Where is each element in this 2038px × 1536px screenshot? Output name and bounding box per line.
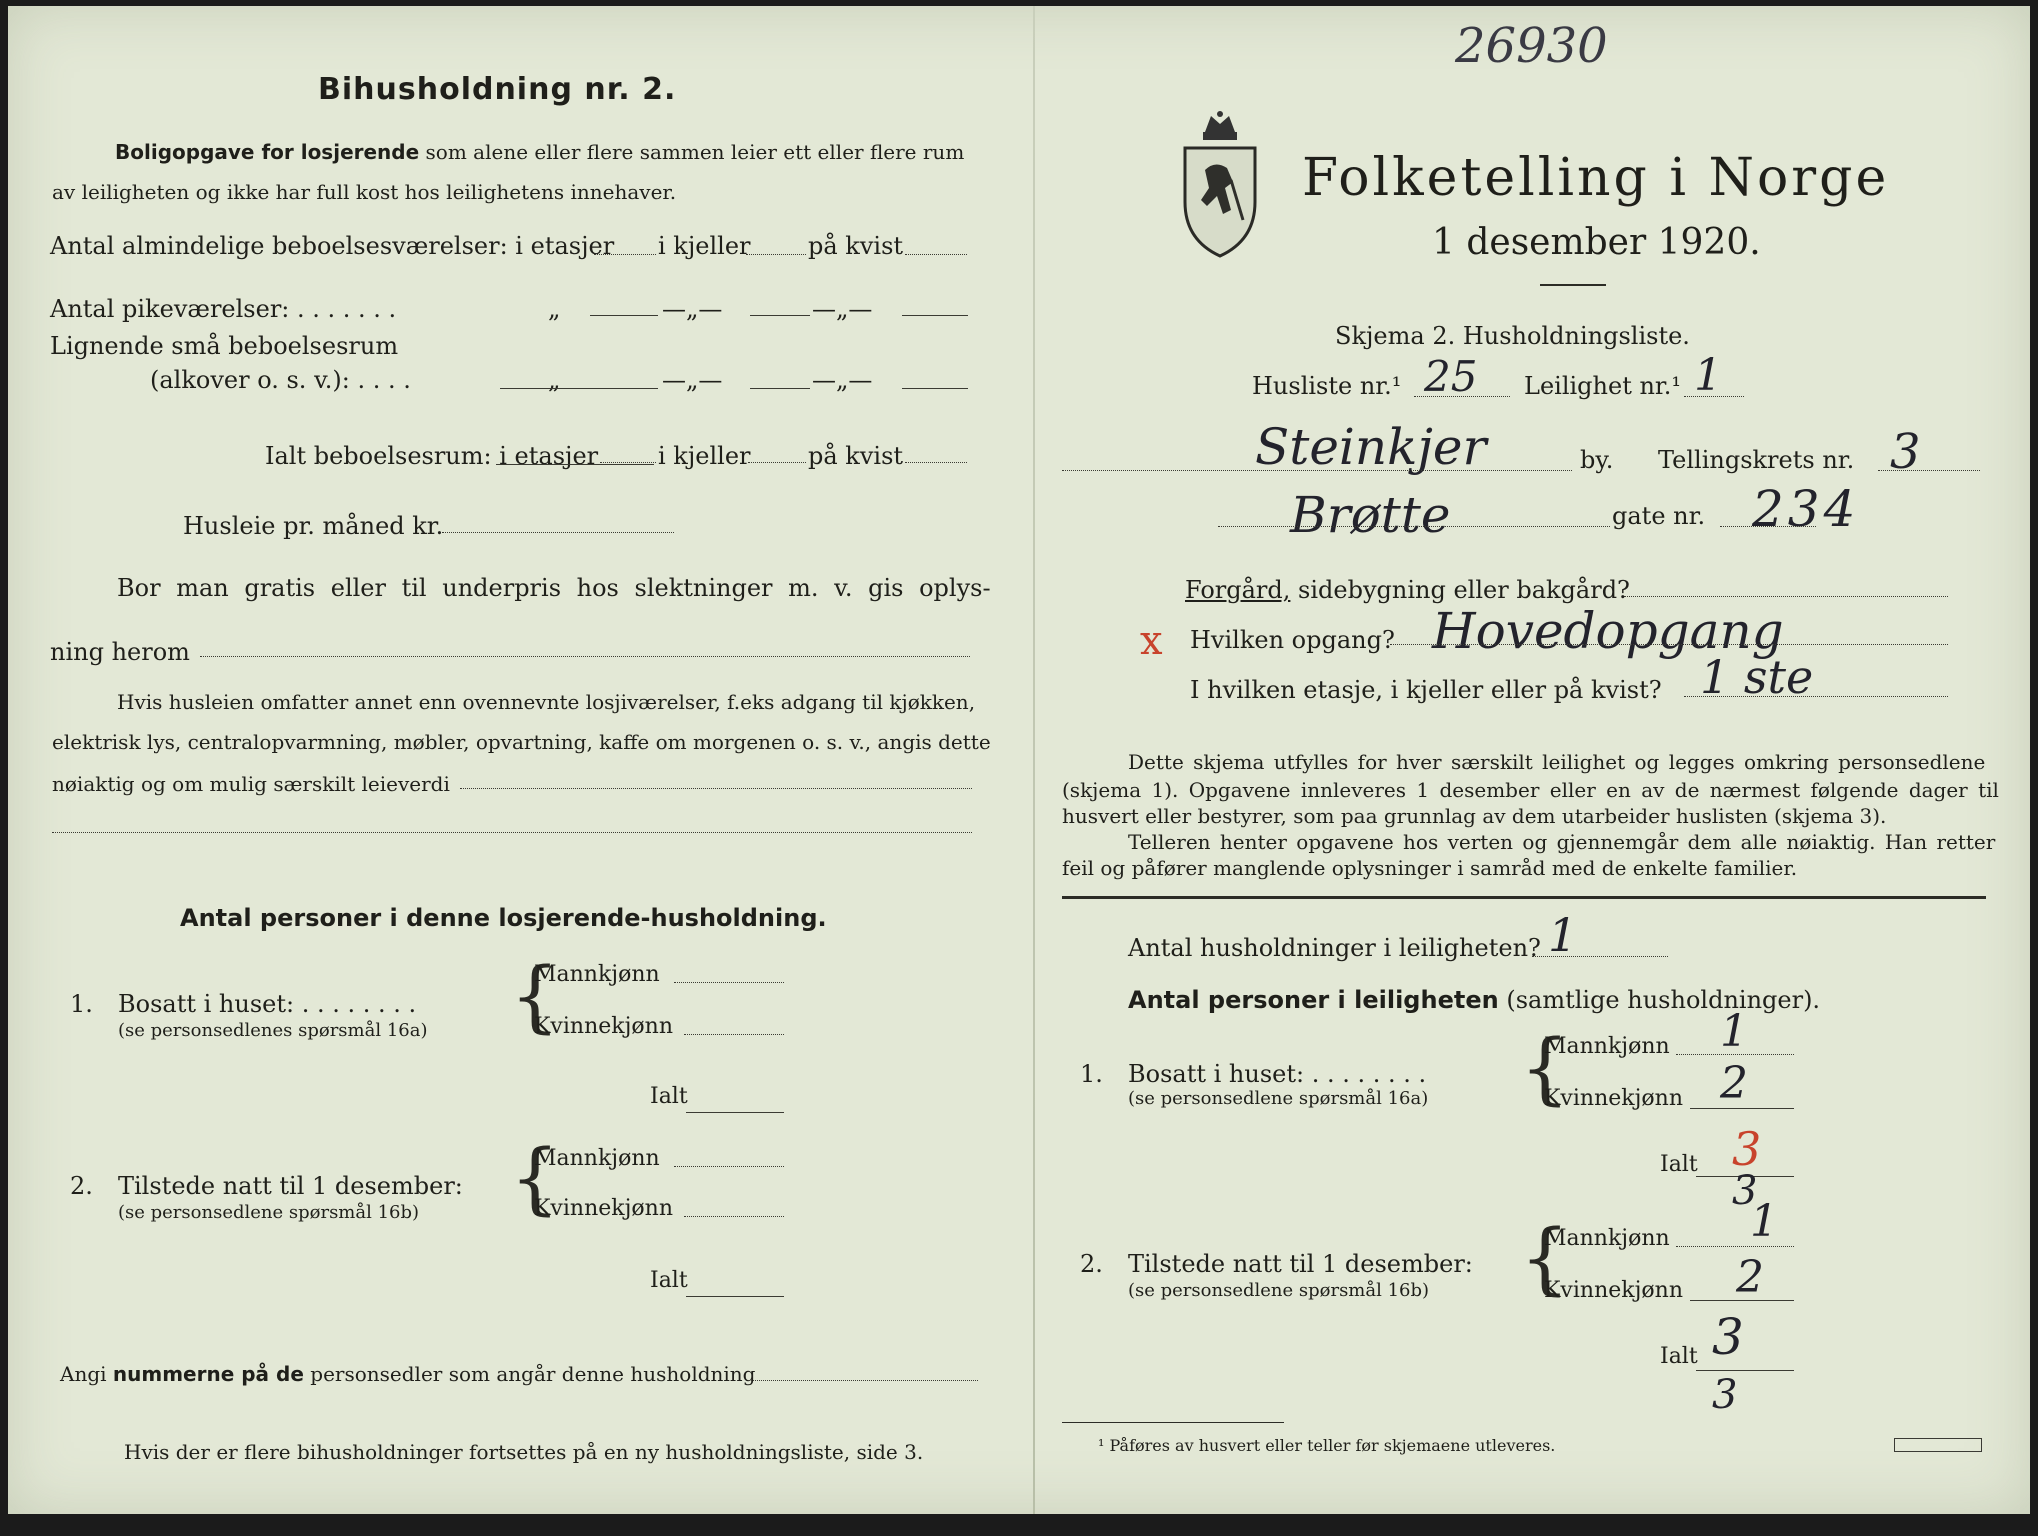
right-q1-kvinne-field: [1690, 1108, 1794, 1109]
info-line-1: Dette skjema utfylles for hver særskilt leilighet og legges omkring personsedlene: [1128, 750, 1986, 774]
right-q1-ialt-value[interactable]: 3: [1732, 1122, 1762, 1176]
hvis-line-3: nøiaktig og om mulig særskilt leieverdi: [52, 772, 450, 796]
etasje-field: [1684, 696, 1948, 697]
husleie-field[interactable]: [442, 532, 674, 533]
antal-hus-value[interactable]: 1: [1548, 908, 1578, 962]
left-q2-mann-field[interactable]: [674, 1166, 784, 1167]
archive-number: 26930: [1455, 18, 1608, 74]
street-value[interactable]: Brøtte: [1290, 486, 1451, 544]
left-q1-number: 1.: [70, 990, 93, 1018]
opgang-mark: x: [1140, 618, 1163, 664]
right-q1-kvinne-label: Kvinnekjønn: [1544, 1086, 1683, 1111]
ialt-kvist-field[interactable]: [905, 462, 967, 463]
antal-hus-field: [1532, 956, 1668, 957]
krets-value[interactable]: 3: [1890, 424, 1921, 480]
gratis-line-1: Bor man gratis eller til underpris hos slektninger m. v. gis oplys-: [117, 574, 991, 602]
ialt-kvist-label: på kvist: [808, 442, 904, 470]
right-q2-mann-field: [1676, 1246, 1794, 1247]
left-q1-ialt-label: Ialt: [650, 1084, 688, 1109]
ialt-rooms-label: Ialt beboelsesrum: i etasjer: [265, 442, 599, 470]
right-q1-number: 1.: [1080, 1060, 1103, 1088]
opgang-field: [1390, 644, 1948, 645]
leilighet-label: Leilighet nr.¹: [1524, 372, 1682, 400]
pike-etasjer-field[interactable]: [590, 315, 658, 316]
gate-field: [1720, 526, 1816, 527]
right-q1-brace: {: [1520, 1024, 1570, 1114]
pike-label: Antal pikeværelser: . . . . . . .: [50, 295, 397, 323]
info-line-4: Telleren henter opgavene hos verten og gjennemgår dem alle nøiaktig. Han retter: [1128, 830, 1996, 854]
leieverdi-field-2[interactable]: [52, 832, 972, 833]
intro-line-1: Boligopgave for losjerende som alene eller flere sammen leier ett eller flere rum: [115, 140, 965, 164]
left-title: Bihusholdning nr. 2.: [318, 72, 677, 107]
left-q1-kvinne-label: Kvinnekjønn: [534, 1014, 673, 1039]
intro-line-2: av leiligheten og ikke har full kost hos leilighetens innehaver.: [52, 180, 677, 204]
city-field: [1062, 470, 1572, 471]
rooms-kvist-field[interactable]: [905, 254, 967, 255]
info-line-5: feil og påfører manglende oplysninger i samråd med de enkelte familier.: [1062, 856, 1798, 880]
left-antal-heading: Antal personer i denne losjerende-husholdning.: [180, 904, 827, 932]
lignende-ditto-2: —„—: [662, 366, 723, 394]
right-q2-kvinne-label: Kvinnekjønn: [1544, 1278, 1683, 1303]
rooms-kjeller-field[interactable]: [746, 254, 806, 255]
right-q2-sub: (se personsedlene spørsmål 16b): [1128, 1280, 1430, 1301]
lignende-label-2: (alkover o. s. v.): . . . .: [150, 366, 411, 394]
footnote-rule: [1062, 1422, 1284, 1423]
ialt-underline-1: [496, 464, 654, 465]
angi-line: Angi nummerne på de personsedler som angår denne husholdning: [60, 1362, 756, 1386]
skjema-label: Skjema 2. Husholdningsliste.: [1335, 322, 1690, 350]
leilighet-value[interactable]: 1: [1694, 350, 1722, 401]
right-q1-kvinne-value[interactable]: 2: [1720, 1058, 1748, 1109]
left-q2-kvinne-field[interactable]: [684, 1216, 784, 1217]
lignende-ditto: „: [548, 366, 561, 394]
husliste-value[interactable]: 25: [1424, 352, 1478, 401]
right-q1-ialt-label: Ialt: [1660, 1152, 1698, 1177]
pike-ditto-2: —„—: [662, 295, 723, 323]
footnote: ¹ Påføres av husvert eller teller før skjemaene utleveres.: [1098, 1436, 1556, 1455]
right-q2-ialt-value[interactable]: 3: [1712, 1308, 1744, 1366]
lignende-etasjer-field[interactable]: [500, 388, 658, 389]
left-q1-label: Bosatt i huset: . . . . . . . .: [118, 990, 417, 1018]
title-rule: [1540, 284, 1606, 286]
right-q1-label: Bosatt i huset: . . . . . . . .: [1128, 1060, 1427, 1088]
lignende-kjeller-field[interactable]: [750, 388, 810, 389]
antal-hus-label: Antal husholdninger i leiligheten?: [1128, 934, 1541, 962]
left-q1-sub: (se personsedlenes spørsmål 16a): [118, 1020, 428, 1041]
right-q2-ialt-field: [1696, 1370, 1794, 1371]
opgang-label: Hvilken opgang?: [1190, 626, 1395, 654]
gratis-line-2: ning herom: [50, 638, 190, 666]
opgang-value[interactable]: Hovedopgang: [1432, 602, 1784, 660]
husleie-label: Husleie pr. måned kr.: [183, 512, 444, 540]
etasje-label: I hvilken etasje, i kjeller eller på kvist?: [1190, 676, 1662, 704]
left-q2-number: 2.: [70, 1172, 93, 1200]
by-label: by.: [1580, 446, 1614, 474]
husliste-label: Husliste nr.¹: [1252, 372, 1402, 400]
forgard-line: Forgård, sidebygning eller bakgård?: [1185, 576, 1630, 604]
left-q1-ialt-field[interactable]: [686, 1112, 784, 1113]
left-q2-mann-label: Mannkjønn: [534, 1146, 660, 1171]
forgard-field[interactable]: [1624, 596, 1948, 597]
gate-label: gate nr.: [1612, 502, 1706, 530]
krets-field: [1878, 470, 1980, 471]
page-fold: [1033, 6, 1035, 1514]
gratis-field[interactable]: [200, 656, 970, 657]
left-footer: Hvis der er flere bihusholdninger fortsettes på en ny husholdningsliste, side 3.: [124, 1440, 924, 1464]
leilighet-field: [1684, 396, 1744, 397]
hvis-line-2: elektrisk lys, centralopvarmning, møbler, opvartning, kaffe om morgenen o. s. v., angis dette: [52, 730, 991, 754]
rooms-etasjer-field[interactable]: [594, 254, 656, 255]
left-q1-mann-field[interactable]: [674, 982, 784, 983]
right-q2-label: Tilstede natt til 1 desember:: [1128, 1250, 1473, 1278]
rooms-kvist-label: på kvist: [808, 232, 904, 260]
right-q2-kvinne-value[interactable]: 2: [1736, 1252, 1764, 1303]
husliste-field: [1414, 396, 1510, 397]
left-q1-kvinne-field[interactable]: [684, 1034, 784, 1035]
info-line-2: (skjema 1). Opgavene innleveres 1 desember eller en av de nærmest følgende dager til: [1062, 778, 1999, 802]
right-q1-mann-field: [1676, 1054, 1794, 1055]
right-q2-ialt-below: 3: [1712, 1372, 1738, 1418]
right-q1-sub: (se personsedlene spørsmål 16a): [1128, 1088, 1429, 1109]
ialt-etasjer-field[interactable]: [600, 462, 656, 463]
lignende-label-1: Lignende små beboelsesrum: [50, 332, 399, 360]
left-q2-ialt-label: Ialt: [650, 1268, 688, 1293]
left-q2-ialt-field[interactable]: [686, 1296, 784, 1297]
pike-ditto-3: —„—: [812, 295, 873, 323]
right-q2-mann-label: Mannkjønn: [1544, 1226, 1670, 1251]
pike-kvist-field[interactable]: [902, 315, 968, 316]
left-q2-kvinne-label: Kvinnekjønn: [534, 1196, 673, 1221]
pike-kjeller-field[interactable]: [750, 315, 810, 316]
lignende-ditto-3: —„—: [812, 366, 873, 394]
right-q2-mann-value[interactable]: 1: [1750, 1196, 1778, 1247]
printer-mark: [1894, 1438, 1982, 1452]
angi-field[interactable]: [748, 1380, 978, 1381]
gate-value[interactable]: 234: [1752, 480, 1860, 538]
left-q1-brace: {: [510, 952, 560, 1042]
left-q2-sub: (se personsedlene spørsmål 16b): [118, 1202, 420, 1223]
ialt-kjeller-field[interactable]: [748, 462, 806, 463]
right-q2-kvinne-field: [1690, 1300, 1794, 1301]
left-q2-label: Tilstede natt til 1 desember:: [118, 1172, 463, 1200]
coat-of-arms-icon: [1175, 110, 1265, 260]
street-field: [1218, 526, 1610, 527]
right-q1-mann-label: Mannkjønn: [1544, 1034, 1670, 1059]
etasje-value[interactable]: 1 ste: [1700, 650, 1814, 704]
right-q1-ialt-below: 3: [1732, 1168, 1758, 1214]
info-line-3: husvert eller bestyrer, som paa grunnlag av dem utarbeider huslisten (skjema 3).: [1062, 804, 1887, 828]
krets-label: Tellingskrets nr.: [1658, 446, 1855, 474]
pike-ditto: „: [548, 295, 561, 323]
ialt-kjeller-label: i kjeller: [658, 442, 751, 470]
lignende-kvist-field[interactable]: [902, 388, 968, 389]
antal-pers-line: Antal personer i leiligheten (samtlige husholdninger).: [1128, 986, 1821, 1014]
left-q1-mann-label: Mannkjønn: [534, 962, 660, 987]
section-rule: [1062, 896, 1986, 899]
right-date: 1 desember 1920.: [1432, 222, 1761, 263]
right-q2-ialt-label: Ialt: [1660, 1344, 1698, 1369]
leieverdi-field[interactable]: [460, 788, 972, 789]
left-q2-brace: {: [510, 1134, 560, 1224]
right-q2-brace: {: [1520, 1214, 1570, 1304]
rooms-kjeller-label: i kjeller: [658, 232, 751, 260]
city-value[interactable]: Steinkjer: [1255, 418, 1487, 476]
right-title: Folketelling i Norge: [1302, 148, 1890, 208]
right-q1-mann-value[interactable]: 1: [1720, 1006, 1748, 1057]
right-q2-number: 2.: [1080, 1250, 1103, 1278]
hvis-line-1: Hvis husleien omfatter annet enn ovennevnte losjiværelser, f.eks adgang til kjøkken,: [117, 690, 976, 714]
rooms-label: Antal almindelige beboelsesværelser: i etasjer: [50, 232, 615, 260]
